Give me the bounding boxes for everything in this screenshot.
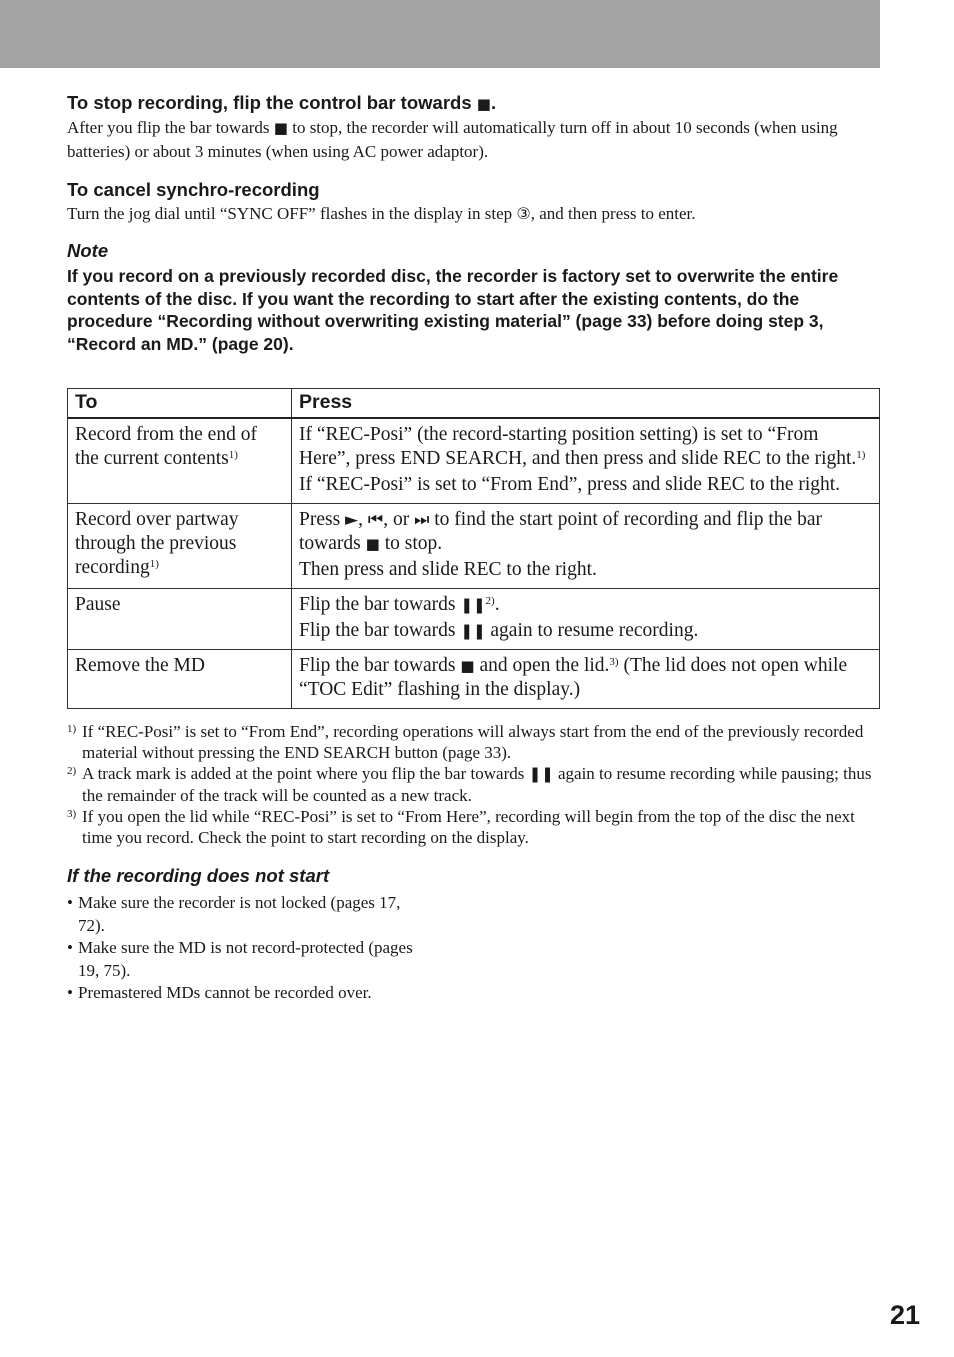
table-cell-press: [292, 418, 880, 504]
footnote-text: If you open the lid while “REC-Posi” is set to “From Here”, recording will begin from the top of the disc the next time you record. Check the point to start recording on the display.: [82, 807, 855, 847]
table-cell-to: [68, 418, 292, 504]
cell-paragraph: If “REC-Posi” is set to “From End”, press and slide REC to the right.: [299, 474, 841, 495]
footnote-mark: 3): [67, 808, 77, 820]
cell-paragraph: [299, 593, 872, 617]
cancel-synchro-heading: To cancel synchro-recording: [67, 179, 320, 200]
stop-recording-heading: [67, 91, 880, 116]
column-header-to: To: [68, 389, 292, 419]
operations-table: [67, 388, 880, 709]
body-text-end: to stop, the recorder will automatically turn off in about 10 seconds (when using batteries) or about 3 minutes (when using AC power adaptor).: [67, 118, 838, 161]
table-row: [68, 589, 880, 650]
footnote-text: If “REC-Posi” is set to “From End”, recording operations will always start from the end of the previously recorded material without pressing the END SEARCH button (page 33).: [82, 722, 864, 762]
pause-icon: ❚❚: [528, 765, 554, 783]
cell-text: Record from the end of the current contents: [75, 424, 257, 469]
stop-icon: ■: [273, 119, 288, 137]
cell-paragraph: [299, 654, 872, 702]
cell-text: (The lid does not open while “TOC Edit” flashing in the display.): [299, 655, 848, 700]
cell-paragraph: [299, 508, 872, 556]
header-bar: [0, 0, 880, 68]
page-number: 21: [890, 1300, 921, 1330]
body-text: After you flip the bar towards: [67, 118, 274, 137]
table-cell-to: Remove the MD: [68, 650, 292, 709]
cell-text: ,: [358, 509, 368, 530]
body-text: Turn the jog dial until “SYNC OFF” flashes in the display in step: [67, 204, 517, 223]
cell-text: , or: [383, 509, 415, 530]
cell-text: to stop.: [379, 533, 443, 554]
cell-text: Press: [299, 509, 346, 530]
cell-text: to find the start point of recording and flip the bar towards: [299, 509, 822, 554]
table-cell-press: [292, 589, 880, 650]
page-content: [67, 91, 880, 1005]
footnote-mark: 2): [67, 765, 77, 777]
cell-text: and open the lid.: [474, 655, 610, 676]
footnote-text: again to resume recording while pausing; thus the remainder of the track will be counted as a new track.: [82, 764, 872, 805]
cell-text: Flip the bar towards: [299, 655, 461, 676]
heading-text-end: .: [490, 92, 497, 113]
list-item: • Make sure the MD is not record-protected (pages 19, 75).: [67, 937, 427, 982]
table-cell-to: Pause: [68, 589, 292, 650]
table-row: [68, 504, 880, 589]
list-item: • Make sure the recorder is not locked (pages 17, 72).: [67, 892, 427, 937]
stop-icon: ■: [460, 657, 475, 675]
heading-text: To stop recording, flip the control bar towards: [67, 92, 477, 113]
column-header-press: Press: [292, 389, 880, 419]
next-track-icon: ⏭: [414, 510, 430, 530]
footnote-2: [67, 763, 880, 806]
table-cell-press: [292, 650, 880, 709]
footnote-mark: 1): [67, 723, 77, 735]
footnote-ref: 2): [485, 595, 495, 607]
pause-icon: ❚❚: [460, 622, 486, 640]
footnote-ref: 1): [856, 449, 866, 461]
troubleshooting-heading: If the recording does not start: [67, 865, 330, 886]
table-cell-press: [292, 504, 880, 589]
step-3-icon: ③: [516, 204, 531, 223]
footnote-ref: 1): [228, 449, 238, 461]
footnote-3: [67, 806, 880, 848]
footnote-text: A track mark is added at the point where you flip the bar towards: [82, 764, 529, 783]
table-row: [68, 418, 880, 504]
cell-paragraph: [299, 619, 872, 643]
footnote-ref: 1): [149, 558, 159, 570]
cell-text: .: [494, 594, 500, 615]
cell-text: Flip the bar towards: [299, 594, 461, 615]
previous-track-icon: ⏮: [367, 510, 384, 530]
table-row: [68, 650, 880, 709]
list-item: • Premastered MDs cannot be recorded over.: [67, 982, 427, 1005]
note-body: If you record on a previously recorded disc, the recorder is factory set to overwrite the entire contents of the disc. If you want the recording to start after the existing contents, do the procedure “Recording without overwriting existing material” (page 33) before doing step 3, “Record an MD.” (page 20).: [67, 266, 839, 354]
troubleshooting-list: [67, 892, 427, 1005]
cell-text: Flip the bar towards: [299, 620, 461, 641]
cell-paragraph: [299, 423, 872, 471]
cell-paragraph: Then press and slide REC to the right.: [299, 559, 597, 580]
stop-icon: ■: [476, 95, 491, 113]
footnotes: [67, 721, 880, 848]
pause-icon: ❚❚: [460, 596, 486, 614]
play-icon: ►: [345, 510, 359, 530]
cancel-synchro-body: [67, 202, 880, 225]
footnote-ref: 3): [609, 656, 619, 668]
note-heading: Note: [67, 240, 109, 261]
table-cell-to: [68, 504, 292, 589]
cell-text: If “REC-Posi” (the record-starting position setting) is set to “From Here”, press END SEARCH, and then press and slide REC to the right.: [299, 424, 857, 469]
footnote-1: [67, 721, 880, 763]
cell-text: again to resume recording.: [485, 620, 699, 641]
body-text-end: , and then press to enter.: [530, 204, 696, 223]
table-header-row: [68, 389, 880, 419]
stop-icon: ■: [365, 535, 380, 553]
stop-recording-body: [67, 116, 880, 163]
cell-text: Record over partway through the previous recording: [75, 509, 239, 578]
